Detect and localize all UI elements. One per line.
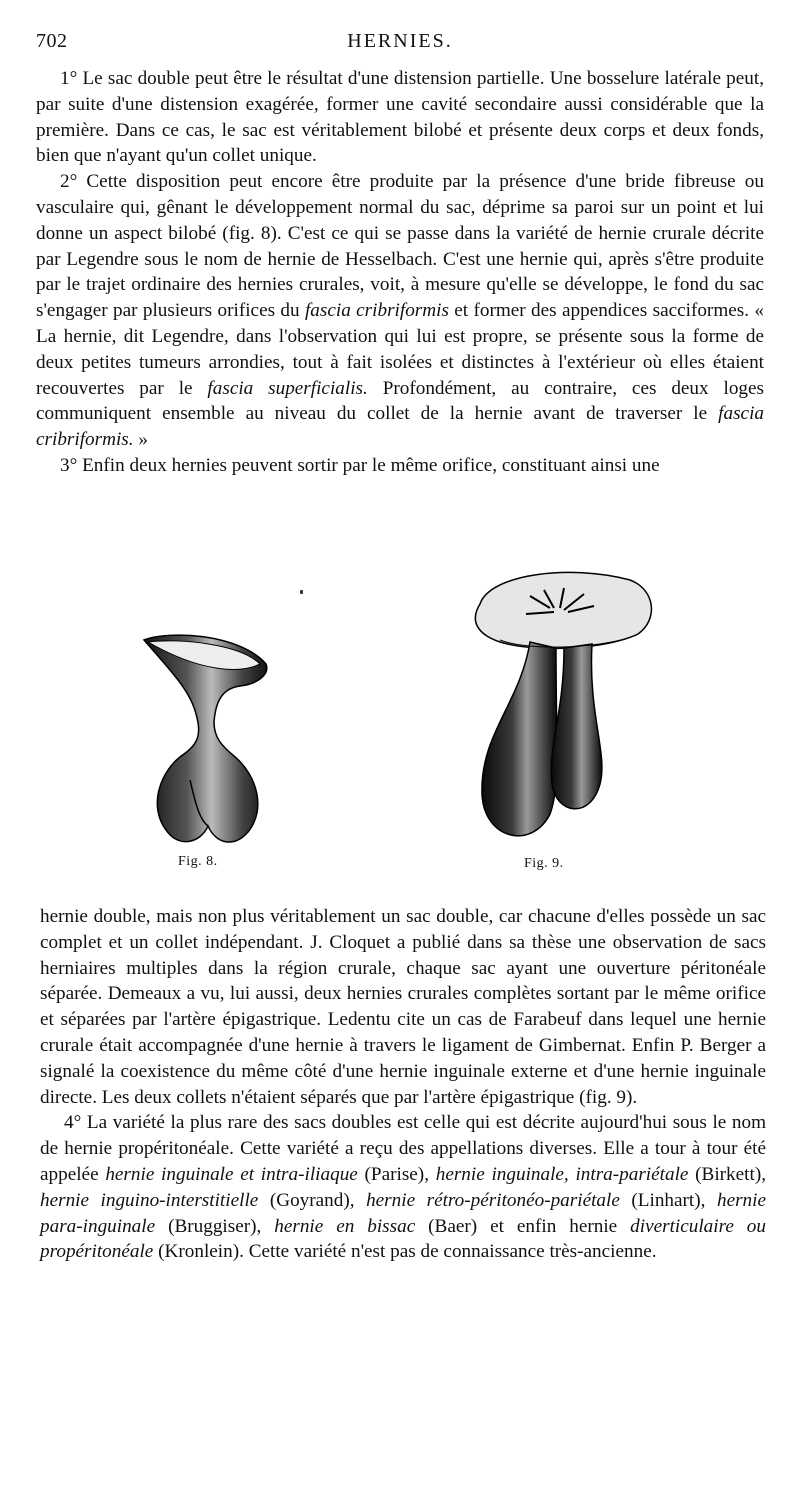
paragraph-3-continued: hernie double, mais non plus véritablement un sac double, car chacune d'elles possède un sac complet et un collet indépendant. J. Cloquet a publié dans sa thèse une observation de sacs herniaires multiples dans la région crurale, chaque sac ayant une ouverture péritonéale séparée. Demeaux a vu, lui aussi, deux hernies crurales complètes sortant par le même orifice et séparées par l'artère épigastrique. Ledentu cite un cas de Farabeuf dans lequel une hernie crurale était accompagnée d'une hernie à travers le ligament de Gimbernat. Enfin P. Berger a signalé la coexistence du même côté d'une hernie inguinale externe et d'une hernie inguinale directe. Les deux collets n'étaient séparés que par l'artère épigastrique (fig. 9). [40,906,766,1108]
page-number: 702 [36,30,68,52]
paragraph-2-text-d: » [133,429,148,451]
paragraph-4-italic-7: diverticulaire ou propéritonéale [40,1215,766,1263]
paragraph-4-italic-5: hernie para-inguinale [40,1189,766,1237]
paragraph-4-text-b: (Parise), [357,1163,436,1185]
paragraph-4 [40,1110,766,1265]
figures-area [0,560,800,880]
paragraph-4-italic-2: hernie inguinale, intra-pariétale [435,1163,689,1185]
paragraph-2 [36,169,764,453]
figure-9-caption: Fig. 9. [524,856,564,871]
paragraph-4-text-a: 4° La variété la plus rare des sacs doubles est celle qui est décrite aujourd'hui sous le nom de hernie propéritonéale. Cette variété a reçu des appellations diverses. Elle a tour à tour été appelée [40,1112,766,1185]
paragraph-2-text-a: 2° Cette disposition peut encore être produite par la présence d'une bride fibreuse ou vasculaire qui, gênant le développement normal du sac, déprime sa paroi sur un point et lui donne un aspect bilobé (fig. 8). C'est ce qui se passe dans la variété de hernie crurale décrite par Legendre sous le nom de hernie de Hesselbach. C'est une hernie qui, après s'être produite par le trajet ordinaire des hernies crurales, voit, à mesure qu'elle se développe, le fond du sac s'engager par plusieurs orifices du [36,171,764,322]
paragraph-2-italic-3: fascia cribriformis. [36,403,764,451]
text-block-bottom [40,904,766,1265]
paragraph-3-start: 3° Enfin deux hernies peuvent sortir par le même orifice, constituant ainsi une [60,454,660,476]
paragraph-1: 1° Le sac double peut être le résultat d'une distension partielle. Une bosselure latérale peut, par suite d'une distension exagérée, former une cavité secondaire aussi considérable que la première. Dans ce cas, le sac est véritablement bilobé et présente deux corps et deux fonds, bien que n'ayant qu'un collet unique. [36,68,764,167]
figure-8-illustration [130,630,290,850]
paragraph-4-italic-6: hernie en bissac [274,1215,416,1237]
paragraph-2-italic-1: fascia cribriformis [304,300,449,322]
paragraph-4-italic-1: hernie inguinale et intra-iliaque [105,1163,358,1185]
paragraph-4-italic-4: hernie rétro-péritonéo-pariétale [366,1189,620,1211]
paragraph-4-text-h: (Kronlein). Cette variété n'est pas de connaissance très-ancienne. [153,1241,657,1263]
figure-9-illustration [460,564,660,856]
paragraph-4-text-f: (Bruggiser), [155,1215,275,1237]
paragraph-4-text-g: (Baer) et enfin hernie [415,1215,631,1237]
paragraph-4-text-d: (Goyrand), [258,1189,367,1211]
running-title: HERNIES. [347,30,453,52]
paragraph-4-text-c: (Birkett), [688,1163,767,1185]
paragraph-4-text-e: (Linhart), [619,1189,717,1211]
text-block-top [36,66,764,479]
paragraph-2-text-c: Profondément, au contraire, ces deux loges communiquent ensemble au niveau du collet de la hernie avant de traverser le [36,377,764,425]
page-header [36,30,764,60]
print-speck [300,590,303,594]
paragraph-2-italic-2: fascia superficialis. [207,377,368,399]
paragraph-4-italic-3: hernie inguino-interstitielle [40,1189,259,1211]
paragraph-2-text-b: et former des appendices sacciformes. « La hernie, dit Legendre, dans l'observation qui lui est propre, se présente sous la forme de deux petites tumeurs arrondies, tout à fait isolées et distinctes à l'extérieur où elles étaient recouvertes par le [36,300,764,399]
figure-8-caption: Fig. 8. [178,854,218,869]
